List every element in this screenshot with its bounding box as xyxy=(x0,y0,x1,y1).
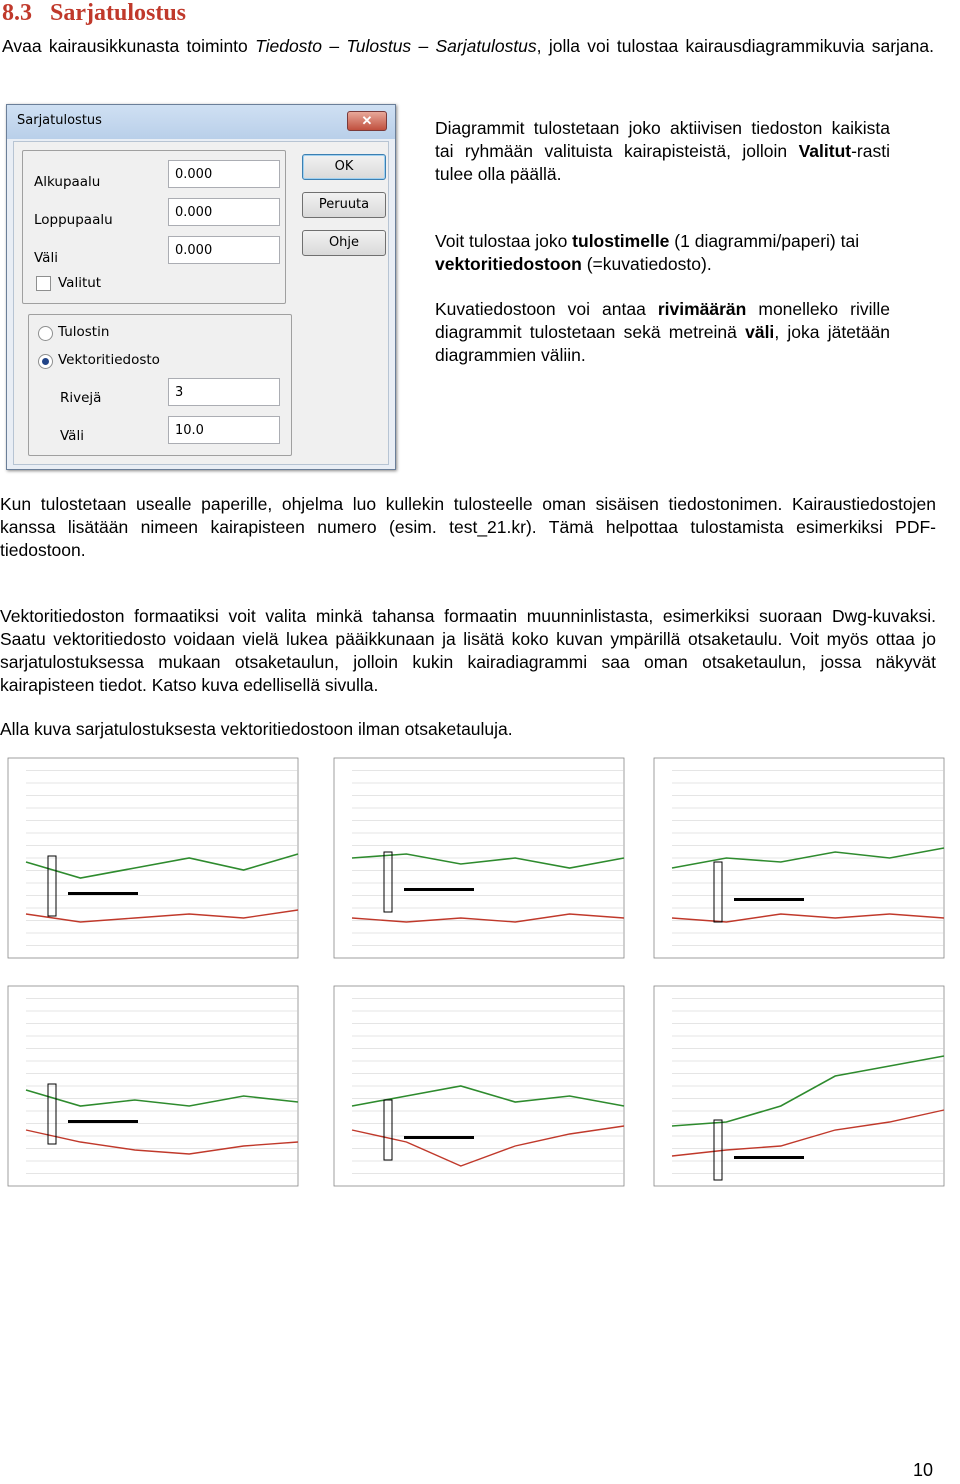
body-paragraph-3: Alla kuva sarjatulostuksesta vektoritiedostoon ilman otsaketauluja. xyxy=(0,719,513,739)
section-heading xyxy=(2,0,186,27)
rows-label: Rivejä xyxy=(60,390,102,406)
intro-text: Avaa kairausikkunasta toiminto xyxy=(2,36,256,56)
end-input[interactable]: 0.000 xyxy=(168,198,280,226)
soil-layer-bar xyxy=(404,1136,474,1139)
batch-print-dialog xyxy=(6,104,396,470)
text: -rasti tulee olla päällä. xyxy=(435,141,890,184)
text-bold: väli xyxy=(745,322,775,342)
intro-paragraph xyxy=(2,35,934,81)
text: (=kuvatiedosto). xyxy=(581,254,712,274)
interval-input[interactable]: 0.000 xyxy=(168,236,280,264)
text: Kuvatiedostoon voi antaa xyxy=(435,299,658,319)
selected-label: Valitut xyxy=(58,275,102,291)
menu-separator: – xyxy=(411,36,436,56)
menu-batch-print: Sarjatulostus xyxy=(435,36,537,56)
side-paragraph-2 xyxy=(435,230,890,276)
vector-file-label: Vektoritiedosto xyxy=(58,352,160,368)
printer-radio[interactable] xyxy=(38,326,53,341)
gap-label: Väli xyxy=(60,428,84,444)
page-number: 10 xyxy=(913,1460,934,1480)
text-bold: rivimäärän xyxy=(657,299,747,319)
ok-button[interactable]: OK xyxy=(302,154,386,180)
soil-layer-bar xyxy=(68,892,138,895)
start-input[interactable]: 0.000 xyxy=(168,160,280,188)
menu-print: Tulostus xyxy=(346,36,412,56)
text: Voit tulostaa joko xyxy=(435,231,573,251)
side-paragraph-3 xyxy=(435,298,890,367)
text: , joka jätetään diagrammien väliin. xyxy=(435,322,890,365)
help-button[interactable]: Ohje xyxy=(302,230,386,256)
interval-label: Väli xyxy=(34,250,58,266)
text: Diagrammit tulostetaan joko aktiivisen tiedoston kaikista tai ryhmään valituista kairapisteistä, jolloin xyxy=(435,118,890,161)
gap-input[interactable]: 10.0 xyxy=(168,416,280,444)
body-paragraph-1: Kun tulostetaan usealle paperille, ohjelma luo kullekin tulosteelle oman sisäisen tiedostonimen. Kairaustiedostojen kanssa lisätään nimeen kairapisteen numero (esim. test_21.kr). Tämä helpottaa tulostamista esimerkiksi PDF-tiedostoon. xyxy=(0,494,936,560)
soil-layer-bar xyxy=(68,1120,138,1123)
text-bold: tulostimelle xyxy=(572,231,670,251)
diagram-gallery xyxy=(0,750,960,1200)
selected-checkbox[interactable] xyxy=(36,276,51,291)
text: monelleko riville diagrammit tulostetaan sekä metreinä xyxy=(435,299,890,342)
printer-label: Tulostin xyxy=(58,324,110,340)
text-bold: vektoritiedostoon xyxy=(435,254,582,274)
dialog-client xyxy=(13,141,389,465)
menu-separator: – xyxy=(322,36,347,56)
soil-layer-bar xyxy=(734,1156,804,1159)
menu-file: Tiedosto xyxy=(255,36,323,56)
section-number: 8.3 xyxy=(2,0,32,26)
body-paragraph-2: Vektoritiedoston formaatiksi voit valita minkä tahansa formaatin muunninlistasta, esimerkiksi suoraan Dwg-kuvaksi. Saatu vektoritiedosto voidaan vielä lukea pääikkunaan ja lisätä koko kuvan ympärillä otsaketaulu. Voit myös ottaa jo sarjatulostuksessa mukaan otsaketaulun, jolloin kukin kairadiagrammi saa oman otsaketaulun, jossa näkyvät kairapisteen tiedot. Katso kuva edellisellä sivulla. xyxy=(0,606,936,695)
side-paragraph-1 xyxy=(435,117,890,186)
dialog-title: Sarjatulostus xyxy=(17,113,102,128)
text-bold: Valitut xyxy=(798,141,852,161)
dialog-titlebar xyxy=(7,105,395,139)
rows-input[interactable]: 3 xyxy=(168,378,280,406)
soil-layer-bar xyxy=(734,898,804,901)
end-label: Loppupaalu xyxy=(34,212,113,228)
text: (1 diagrammi/paperi) tai xyxy=(669,231,860,251)
cancel-button[interactable]: Peruuta xyxy=(302,192,386,218)
vector-file-radio[interactable] xyxy=(38,354,53,369)
intro-text-end: , jolla voi tulostaa kairausdiagrammikuvia sarjana. xyxy=(536,36,934,56)
section-title: Sarjatulostus xyxy=(50,0,187,26)
close-button[interactable]: ✕ xyxy=(347,111,387,131)
start-label: Alkupaalu xyxy=(34,174,101,190)
soil-layer-bar xyxy=(404,888,474,891)
